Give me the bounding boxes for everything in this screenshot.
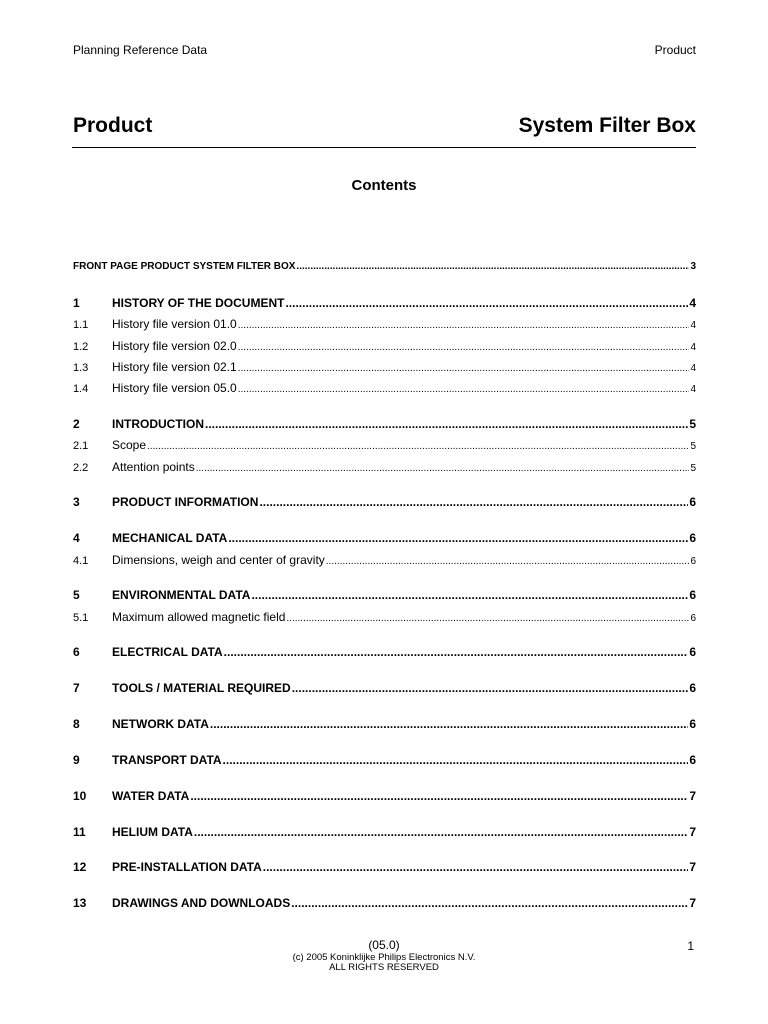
- toc-entry-number: 1.4: [73, 383, 89, 395]
- toc-entry-page: 7: [689, 860, 696, 874]
- toc-entry-1-2[interactable]: [73, 338, 696, 356]
- toc-entry-title: TRANSPORT DATA: [112, 753, 222, 767]
- toc-entry-title: PRODUCT INFORMATION: [112, 495, 259, 509]
- toc-entry-page: 3: [690, 261, 696, 272]
- toc-entry-title: ELECTRICAL DATA: [112, 645, 223, 659]
- toc-entry-6[interactable]: [73, 644, 696, 660]
- toc-entry-number: 13: [73, 896, 87, 910]
- toc-dot-leader: [194, 824, 688, 840]
- toc-entry-2-1[interactable]: [73, 437, 696, 455]
- toc-entry-number: 4.1: [73, 555, 89, 567]
- toc-dot-leader: [263, 859, 689, 875]
- toc-entry-number: 6: [73, 645, 80, 659]
- toc-entry-page: 6: [690, 556, 696, 567]
- toc-entry-title: History file version 01.0: [112, 317, 237, 331]
- toc-entry-page: 4: [690, 384, 696, 395]
- toc-dot-leader: [210, 716, 688, 732]
- toc-entry-title: ENVIRONMENTAL DATA: [112, 588, 251, 602]
- toc-entry-number: 1.2: [73, 341, 89, 353]
- toc-entry-title: History file version 02.1: [112, 360, 237, 374]
- toc-entry-title: Dimensions, weigh and center of gravity: [112, 553, 325, 567]
- toc-entry-1-4[interactable]: [73, 380, 696, 398]
- toc-entry-12[interactable]: [73, 859, 696, 875]
- toc-dot-leader: [296, 259, 689, 275]
- toc-entry-title: PRE-INSTALLATION DATA: [112, 860, 262, 874]
- toc-dot-leader: [251, 587, 688, 603]
- toc-entry-title: TOOLS / MATERIAL REQUIRED: [112, 681, 291, 695]
- document-title-row: [73, 112, 696, 140]
- toc-entry-1-1[interactable]: [73, 316, 696, 334]
- toc-entry-4-1[interactable]: [73, 552, 696, 570]
- toc-dot-leader: [291, 895, 688, 911]
- toc-entry-title: INTRODUCTION: [112, 417, 204, 431]
- toc-entry-13[interactable]: [73, 895, 696, 911]
- toc-entry-number: 1.3: [73, 362, 89, 374]
- toc-entry-title: HELIUM DATA: [112, 825, 193, 839]
- toc-entry-5-1[interactable]: [73, 609, 696, 627]
- toc-entry-page: 6: [689, 495, 696, 509]
- toc-entry-number: 10: [73, 789, 87, 803]
- toc-dot-leader: [238, 340, 690, 356]
- toc-entry-number: 12: [73, 860, 87, 874]
- toc-entry-page: 7: [689, 789, 696, 803]
- toc-entry-title: Attention points: [112, 460, 195, 474]
- toc-entry-title: History file version 02.0: [112, 339, 237, 353]
- footer-page-number: 1: [687, 939, 694, 953]
- toc-entry-7[interactable]: [73, 680, 696, 696]
- toc-entry-title: Scope: [112, 438, 147, 452]
- toc-entry-11[interactable]: [73, 824, 696, 840]
- toc-entry-2-2[interactable]: [73, 459, 696, 477]
- toc-entry-4[interactable]: [73, 530, 696, 546]
- toc-entry-page: 7: [689, 896, 696, 910]
- toc-entry-number: 2.1: [73, 440, 89, 452]
- toc-dot-leader: [292, 680, 689, 696]
- toc-entry-1[interactable]: [73, 295, 696, 311]
- toc-entry-title: HISTORY OF THE DOCUMENT: [112, 296, 285, 310]
- toc-entry-9[interactable]: [73, 752, 696, 768]
- toc-entry-3[interactable]: [73, 494, 696, 510]
- toc-dot-leader: [223, 752, 689, 768]
- toc-entry-8[interactable]: [73, 716, 696, 732]
- toc-entry-page: 6: [689, 753, 696, 767]
- toc-dot-leader: [147, 439, 689, 455]
- toc-dot-leader: [190, 788, 688, 804]
- page-footer: [0, 938, 768, 973]
- toc-entry-title: NETWORK DATA: [112, 717, 209, 731]
- toc-entry-number: 4: [73, 531, 80, 545]
- contents-heading: Contents: [351, 177, 417, 194]
- toc-entry-title: FRONT PAGE PRODUCT SYSTEM FILTER BOX: [73, 261, 296, 272]
- toc-entry-page: 6: [689, 588, 696, 602]
- toc-entry-page: 6: [689, 717, 696, 731]
- toc-entry-number: 1.1: [73, 319, 89, 331]
- toc-dot-leader: [238, 318, 690, 334]
- toc-entry-number: 7: [73, 681, 80, 695]
- toc-entry-page: 5: [690, 441, 696, 452]
- toc-entry-number: 2: [73, 417, 80, 431]
- toc-entry-page: 4: [690, 320, 696, 331]
- toc-entry-number: 2.2: [73, 462, 89, 474]
- toc-entry-page: 5: [689, 417, 696, 431]
- footer-copyright: (c) 2005 Koninklijke Philips Electronics N.V.: [292, 952, 476, 963]
- toc-entry-number: 11: [73, 825, 86, 839]
- running-header: [73, 42, 696, 58]
- toc-entry-number: 9: [73, 753, 80, 767]
- toc-entry-1-3[interactable]: [73, 359, 696, 377]
- toc-entry-title: MECHANICAL DATA: [112, 531, 228, 545]
- toc-entry-5[interactable]: [73, 587, 696, 603]
- toc-entry-page: 6: [689, 681, 696, 695]
- toc-entry-page: 4: [690, 342, 696, 353]
- toc-entry-number: 8: [73, 717, 80, 731]
- toc-entry-title: History file version 05.0: [112, 381, 237, 395]
- toc-dot-leader: [205, 416, 688, 432]
- toc-entry-page: 6: [689, 531, 696, 545]
- footer-version: (05.0): [368, 938, 400, 952]
- title-divider: [72, 147, 696, 148]
- toc-dot-leader: [196, 461, 690, 477]
- toc-entry-number: 1: [73, 296, 80, 310]
- header-left-text: Planning Reference Data: [73, 43, 208, 57]
- toc-entry-page: 4: [690, 363, 696, 374]
- toc-entry-title: DRAWINGS AND DOWNLOADS: [112, 896, 291, 910]
- toc-entry-page: 4: [689, 296, 696, 310]
- toc-entry-10[interactable]: [73, 788, 696, 804]
- toc-entry-title: WATER DATA: [112, 789, 190, 803]
- toc-dot-leader: [238, 382, 690, 398]
- toc-dot-leader: [228, 530, 688, 546]
- document-title-left: Product: [73, 114, 153, 137]
- toc-dot-leader: [326, 554, 690, 570]
- toc-entry-title: Maximum allowed magnetic field: [112, 610, 286, 624]
- toc-dot-leader: [285, 295, 688, 311]
- toc-dot-leader: [224, 644, 689, 660]
- toc-entry-page: 6: [689, 645, 696, 659]
- toc-dot-leader: [238, 361, 690, 377]
- toc-entry-page: 7: [689, 825, 696, 839]
- header-right-text: Product: [654, 43, 696, 57]
- toc-entry-2[interactable]: [73, 416, 696, 432]
- toc-entry-page: 6: [690, 613, 696, 624]
- toc-entry-page: 5: [690, 463, 696, 474]
- document-title-right: System Filter Box: [518, 114, 696, 137]
- toc-entry-number: 5.1: [73, 612, 89, 624]
- toc-dot-leader: [286, 611, 689, 627]
- toc-dot-leader: [259, 494, 688, 510]
- footer-rights: ALL RIGHTS RESERVED: [329, 962, 439, 973]
- toc-entry-front-page[interactable]: [73, 259, 696, 275]
- toc-entry-number: 5: [73, 588, 80, 602]
- toc-entry-number: 3: [73, 495, 80, 509]
